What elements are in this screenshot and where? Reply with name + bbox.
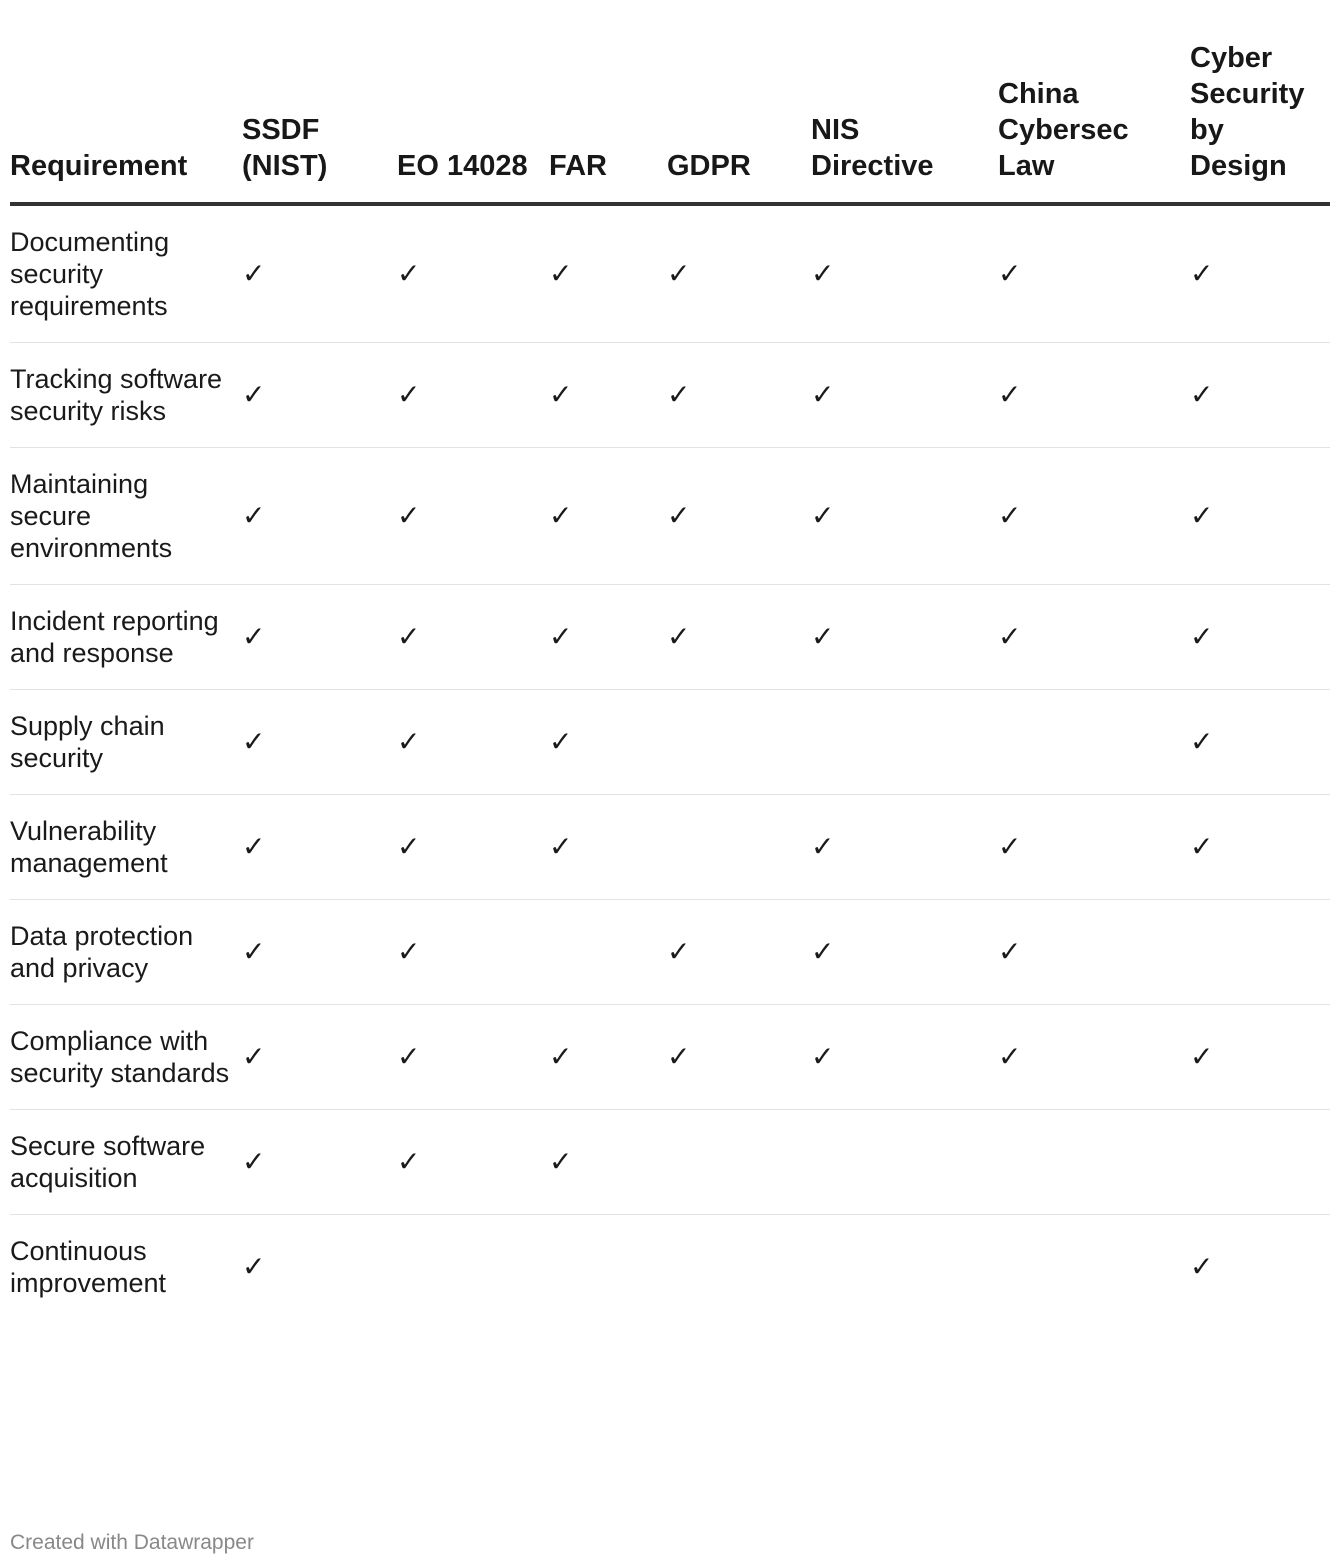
table-row [10,343,1330,448]
column-header-nis-directive[interactable]: NIS Directive [811,40,998,204]
empty-cell [998,1110,1190,1215]
table-row [10,1215,1330,1320]
checkmark-icon: ✓ [667,585,811,690]
checkmark-icon: ✓ [242,1110,397,1215]
checkmark-icon: ✓ [998,795,1190,900]
checkmark-icon: ✓ [549,1110,667,1215]
checkmark-icon: ✓ [549,343,667,448]
checkmark-icon: ✓ [242,585,397,690]
column-header-eo-14028[interactable]: EO 14028 [397,40,549,204]
datawrapper-credit[interactable]: Created with Datawrapper [10,1531,254,1554]
empty-cell [1190,900,1330,1005]
column-header-far[interactable]: FAR [549,40,667,204]
requirement-cell: Documenting security requirements [10,204,242,343]
checkmark-icon: ✓ [998,204,1190,343]
table-row [10,900,1330,1005]
checkmark-icon: ✓ [811,343,998,448]
checkmark-icon: ✓ [549,448,667,585]
checkmark-icon: ✓ [549,204,667,343]
checkmark-icon: ✓ [667,204,811,343]
checkmark-icon: ✓ [1190,795,1330,900]
checkmark-icon: ✓ [998,900,1190,1005]
checkmark-icon: ✓ [397,1005,549,1110]
checkmark-icon: ✓ [1190,204,1330,343]
requirement-cell: Vulnerability management [10,795,242,900]
table-row [10,690,1330,795]
column-header-ssdf[interactable]: SSDF (NIST) [242,40,397,204]
checkmark-icon: ✓ [1190,1005,1330,1110]
checkmark-icon: ✓ [397,448,549,585]
checkmark-icon: ✓ [549,1005,667,1110]
table-body [10,204,1330,1319]
checkmark-icon: ✓ [549,690,667,795]
requirement-cell: Maintaining secure environments [10,448,242,585]
checkmark-icon: ✓ [242,900,397,1005]
requirement-cell: Secure software acquisition [10,1110,242,1215]
checkmark-icon: ✓ [1190,1250,1214,1283]
empty-cell [549,900,667,1005]
requirement-cell: Supply chain security [10,690,242,795]
requirement-cell: Compliance with security standards [10,1005,242,1110]
empty-cell [667,795,811,900]
requirement-cell: Tracking software security risks [10,343,242,448]
checkmark-icon: ✓ [1190,343,1330,448]
requirement-cell: Continuous improvement [10,1236,167,1298]
checkmark-icon: ✓ [397,585,549,690]
table-row [10,1110,1330,1215]
column-header-china-cybersec-law[interactable]: China Cybersec Law [998,40,1190,204]
requirements-comparison-table [10,40,1330,1319]
checkmark-icon: ✓ [667,448,811,585]
empty-cell [397,1215,549,1320]
checkmark-icon: ✓ [998,343,1190,448]
checkmark-icon: ✓ [1190,448,1330,585]
empty-cell [667,1110,811,1215]
checkmark-icon: ✓ [549,585,667,690]
requirement-cell: Data protection and privacy [10,900,242,1005]
checkmark-icon: ✓ [811,585,998,690]
column-header-requirement[interactable]: Requirement [10,40,242,204]
checkmark-icon: ✓ [1190,690,1330,795]
checkmark-icon: ✓ [397,795,549,900]
checkmark-icon: ✓ [998,448,1190,585]
checkmark-icon: ✓ [242,1250,266,1283]
column-header-gdpr[interactable]: GDPR [667,40,811,204]
checkmark-icon: ✓ [397,343,549,448]
requirement-cell: Incident reporting and response [10,585,242,690]
checkmark-icon: ✓ [811,204,998,343]
table-row [10,1005,1330,1110]
empty-cell [811,1215,998,1320]
comparison-table-container [10,40,1305,1319]
empty-cell [549,1215,667,1320]
checkmark-icon: ✓ [811,900,998,1005]
checkmark-icon: ✓ [549,795,667,900]
checkmark-icon: ✓ [811,795,998,900]
empty-cell [667,1215,811,1320]
checkmark-icon: ✓ [242,690,397,795]
table-row [10,585,1330,690]
checkmark-icon: ✓ [242,343,397,448]
empty-cell [998,690,1190,795]
checkmark-icon: ✓ [998,1005,1190,1110]
checkmark-icon: ✓ [397,690,549,795]
checkmark-icon: ✓ [397,900,549,1005]
checkmark-icon: ✓ [242,448,397,585]
checkmark-icon: ✓ [397,204,549,343]
checkmark-icon: ✓ [667,1005,811,1110]
checkmark-icon: ✓ [811,448,998,585]
checkmark-icon: ✓ [998,585,1190,690]
table-row [10,204,1330,343]
empty-cell [811,690,998,795]
empty-cell [1190,1110,1330,1215]
checkmark-icon: ✓ [667,900,811,1005]
column-header-cyber-security-by-design[interactable]: Cyber Security by Design [1190,40,1330,204]
checkmark-icon: ✓ [1190,585,1330,690]
empty-cell [667,690,811,795]
table-row [10,795,1330,900]
table-header-row [10,40,1330,204]
checkmark-icon: ✓ [397,1110,549,1215]
empty-cell [811,1110,998,1215]
checkmark-icon: ✓ [242,204,397,343]
table-row [10,448,1330,585]
empty-cell [998,1215,1190,1320]
checkmark-icon: ✓ [242,795,397,900]
checkmark-icon: ✓ [811,1005,998,1110]
checkmark-icon: ✓ [242,1005,397,1110]
checkmark-icon: ✓ [667,343,811,448]
